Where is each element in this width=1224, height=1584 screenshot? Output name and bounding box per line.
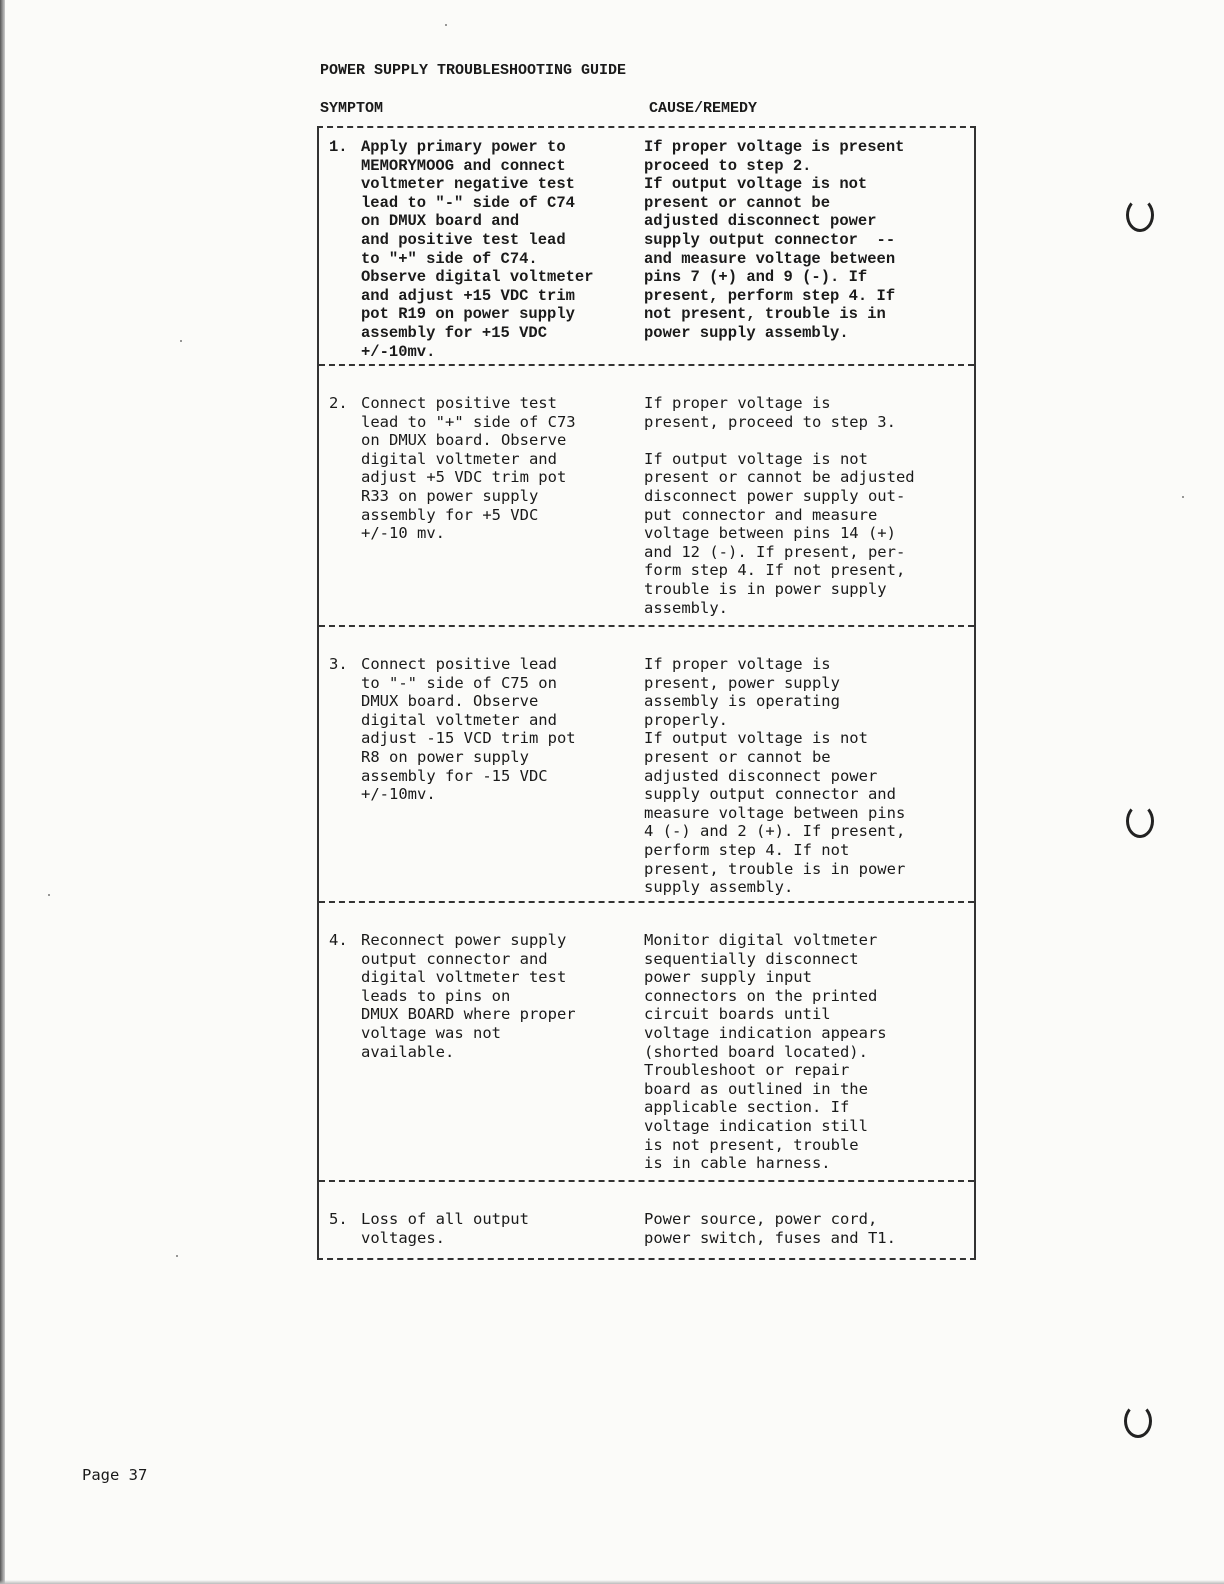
cause-remedy-text: If proper voltage is present proceed to step 2. If output voltage is not present or cannot be adjusted disconnect power supply output connector -- and measure voltage between pins 7 (+) and 9 (-). If present, perform step 4. If not present, trouble is in power supply assembly. [644,138,905,342]
step-number: 1. [329,138,348,156]
cause-remedy-text: Power source, power cord, power switch, fuses and T1. [644,1210,896,1247]
step-number: 3. [329,655,348,673]
step-number: 2. [329,394,348,412]
troubleshooting-table [317,126,976,1260]
scan-speck [176,1255,178,1257]
binder-hole-top [1126,198,1154,232]
table-row [319,366,974,627]
scan-speck [445,24,447,26]
symptom-column-header: SYMPTOM [320,100,384,117]
step-number: 5. [329,1210,348,1228]
symptom-text: Connect positive lead to "-" side of C75 on DMUX board. Observe digital voltmeter and adjust -15 VCD trim pot R8 on power supply assembly for -15 VDC +/-10mv. [361,655,576,804]
scan-speck [48,894,50,896]
symptom-text: Apply primary power to MEMORYMOOG and connect voltmeter negative test lead to "-" side of C74 on DMUX board and and positive test lead to "+" side of C74. Observe digital voltmeter and adjust +15 VDC trim pot R19 on power supply assembly for +15 VDC +/-10mv. [361,138,594,361]
page-title: POWER SUPPLY TROUBLESHOOTING GUIDE [320,62,627,79]
page-left-edge [0,0,5,1584]
table-row [319,903,974,1182]
cause-remedy-text: If proper voltage is present, power supply assembly is operating properly. If output voltage is not present or cannot be adjusted disconnect power supply output connector and measure voltage between pins 4 (-) and 2 (+). If present, perform step 4. If not present, trouble is in power supply assembly. [644,655,906,897]
symptom-text: Connect positive test lead to "+" side of C73 on DMUX board. Observe digital voltmeter and adjust +5 VDC trim pot R33 on power supply assembly for +5 VDC +/-10 mv. [361,394,576,543]
page-number: Page 37 [82,1466,148,1484]
symptom-text: Reconnect power supply output connector and digital voltmeter test leads to pins on DMUX BOARD where proper voltage was not available. [361,931,576,1061]
table-row [319,128,974,366]
binder-hole-middle [1126,804,1154,838]
scan-speck [1182,496,1184,498]
symptom-text: Loss of all output voltages. [361,1210,529,1247]
step-number: 4. [329,931,348,949]
table-row [319,627,974,903]
table-row [319,1182,974,1258]
cause-column-header: CAUSE/REMEDY [649,100,758,117]
scan-speck [180,340,182,342]
binder-hole-bottom [1124,1404,1152,1438]
cause-remedy-text: Monitor digital voltmeter sequentially disconnect power supply input connectors on the printed circuit boards until voltage indication appears (shorted board located). Troubleshoot or repair board as outlined in the applicable section. If voltage indication still is not present, trouble is in cable harness. [644,931,887,1173]
page-bottom-edge [0,1580,1224,1584]
cause-remedy-text: If proper voltage is present, proceed to step 3. If output voltage is not present or cannot be adjusted disconnect power supply out- put connector and measure voltage between pins 14 (+) and 12 (-). If present, per- form step 4. If not present, trouble is in power supply assembly. [644,394,915,617]
